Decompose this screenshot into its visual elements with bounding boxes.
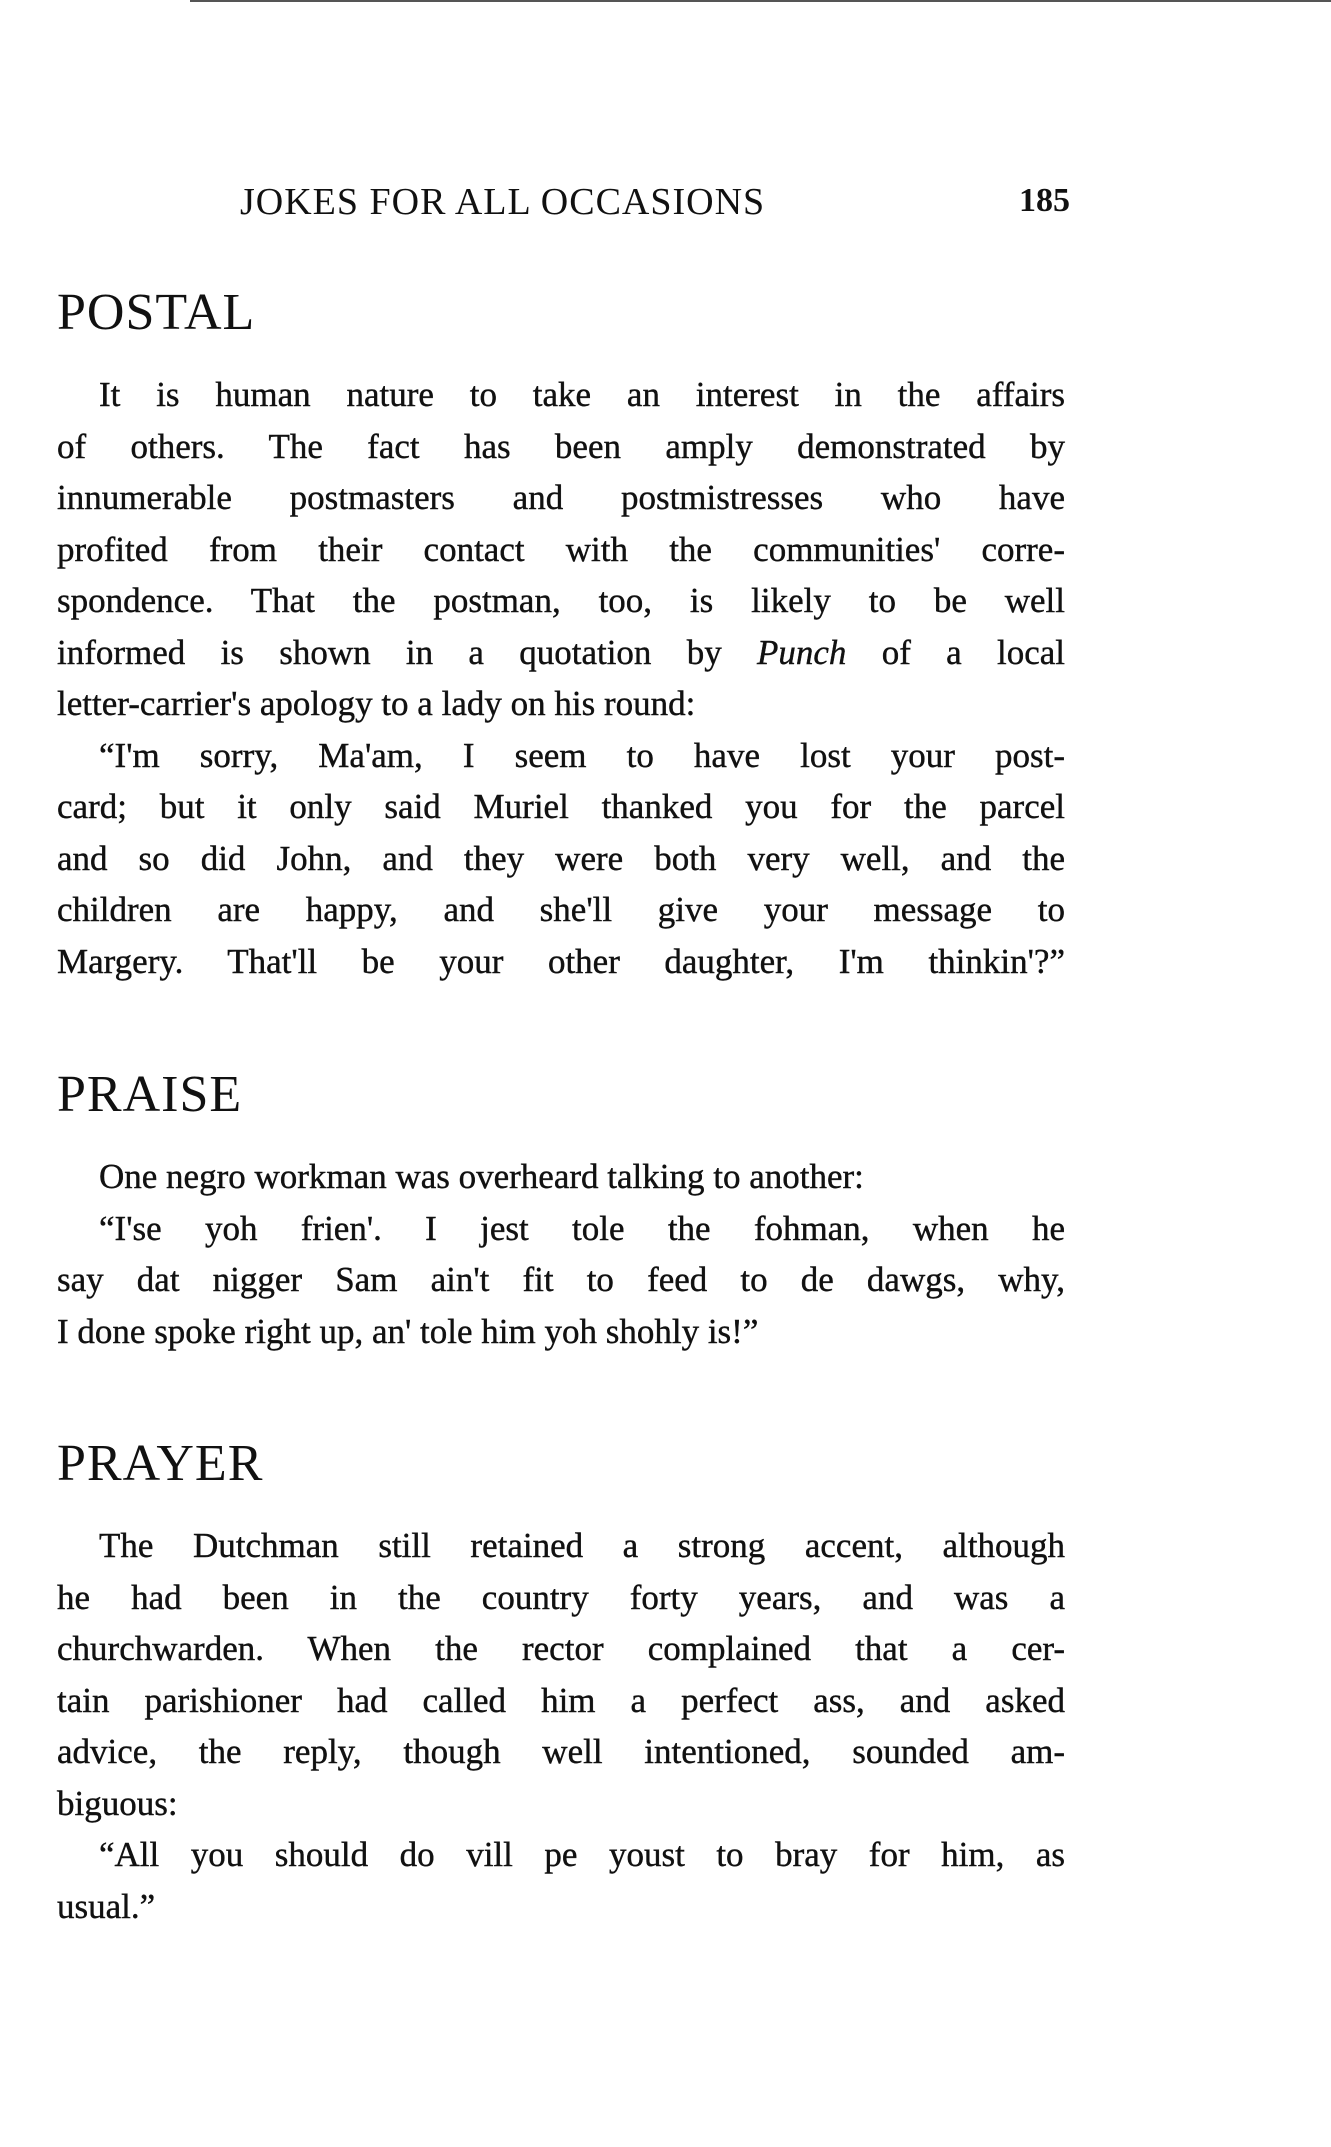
section-heading: PRAYER: [57, 1435, 264, 1492]
text-segment: of a local: [846, 632, 1065, 672]
text-line: biguous:: [57, 1783, 178, 1823]
text-line: and so did John, and they were both very well, and the: [57, 838, 1065, 878]
text-line: tain parishioner had called him a perfect ass, and asked: [57, 1680, 1065, 1720]
page-number: 185: [1019, 182, 1070, 219]
text-line: he had been in the country forty years, and was a: [57, 1577, 1065, 1617]
text-line: card; but it only said Muriel thanked you for the parcel: [57, 787, 1065, 826]
text-line: Margery. That'll be your other daughter, I'm thinkin'?”: [57, 941, 1065, 981]
text-line: “All you should do vill pe youst to bray for him, as: [99, 1835, 1065, 1874]
text-line: One negro workman was overheard talking to another:: [99, 1157, 864, 1196]
text-line: advice, the reply, though well intentioned, sounded am-: [57, 1732, 1065, 1771]
section-heading: POSTAL: [57, 284, 256, 341]
section-postal: [57, 283, 1065, 987]
paragraph: [57, 730, 1065, 988]
paragraph: [57, 1829, 1065, 1932]
text-line: say dat nigger Sam ain't fit to feed to de dawgs, why,: [57, 1260, 1065, 1299]
text-line: innumerable postmasters and postmistresses who have: [57, 478, 1065, 517]
paragraph: [57, 1151, 1065, 1203]
text-line: of others. The fact has been amply demonstrated by: [57, 426, 1065, 466]
section-prayer: [57, 1434, 1065, 1932]
text-line: I done spoke right up, an' tole him yoh shohly is!”: [57, 1311, 759, 1351]
section-heading: PRAISE: [57, 1066, 243, 1123]
section-praise: [57, 1065, 1065, 1357]
italic-title: Punch: [757, 632, 847, 672]
text-line: spondence. That the postman, too, is likely to be well: [57, 581, 1065, 620]
text-line: churchwarden. When the rector complained that a cer-: [57, 1629, 1065, 1668]
paragraph: [57, 1520, 1065, 1829]
paragraph: [57, 369, 1065, 730]
text-line: letter-carrier's apology to a lady on his round:: [57, 684, 696, 723]
text-line: The Dutchman still retained a strong accent, although: [99, 1526, 1065, 1565]
text-line: “I'm sorry, Ma'am, I seem to have lost your post-: [99, 735, 1065, 775]
paragraph: [57, 1203, 1065, 1358]
page-edge-line: [190, 0, 1331, 2]
text-line: usual.”: [57, 1886, 156, 1926]
text-line: It is human nature to take an interest in the affairs: [99, 375, 1065, 414]
text-line: [57, 627, 1065, 679]
text-line: “I'se yoh frien'. I jest tole the fohman, when he: [99, 1208, 1065, 1248]
text-line: profited from their contact with the communities' corre-: [57, 529, 1065, 569]
running-header: [240, 180, 1070, 230]
running-title: JOKES FOR ALL OCCASIONS: [240, 181, 766, 223]
text-segment: informed is shown in a quotation by: [57, 632, 757, 672]
text-line: children are happy, and she'll give your message to: [57, 890, 1065, 929]
